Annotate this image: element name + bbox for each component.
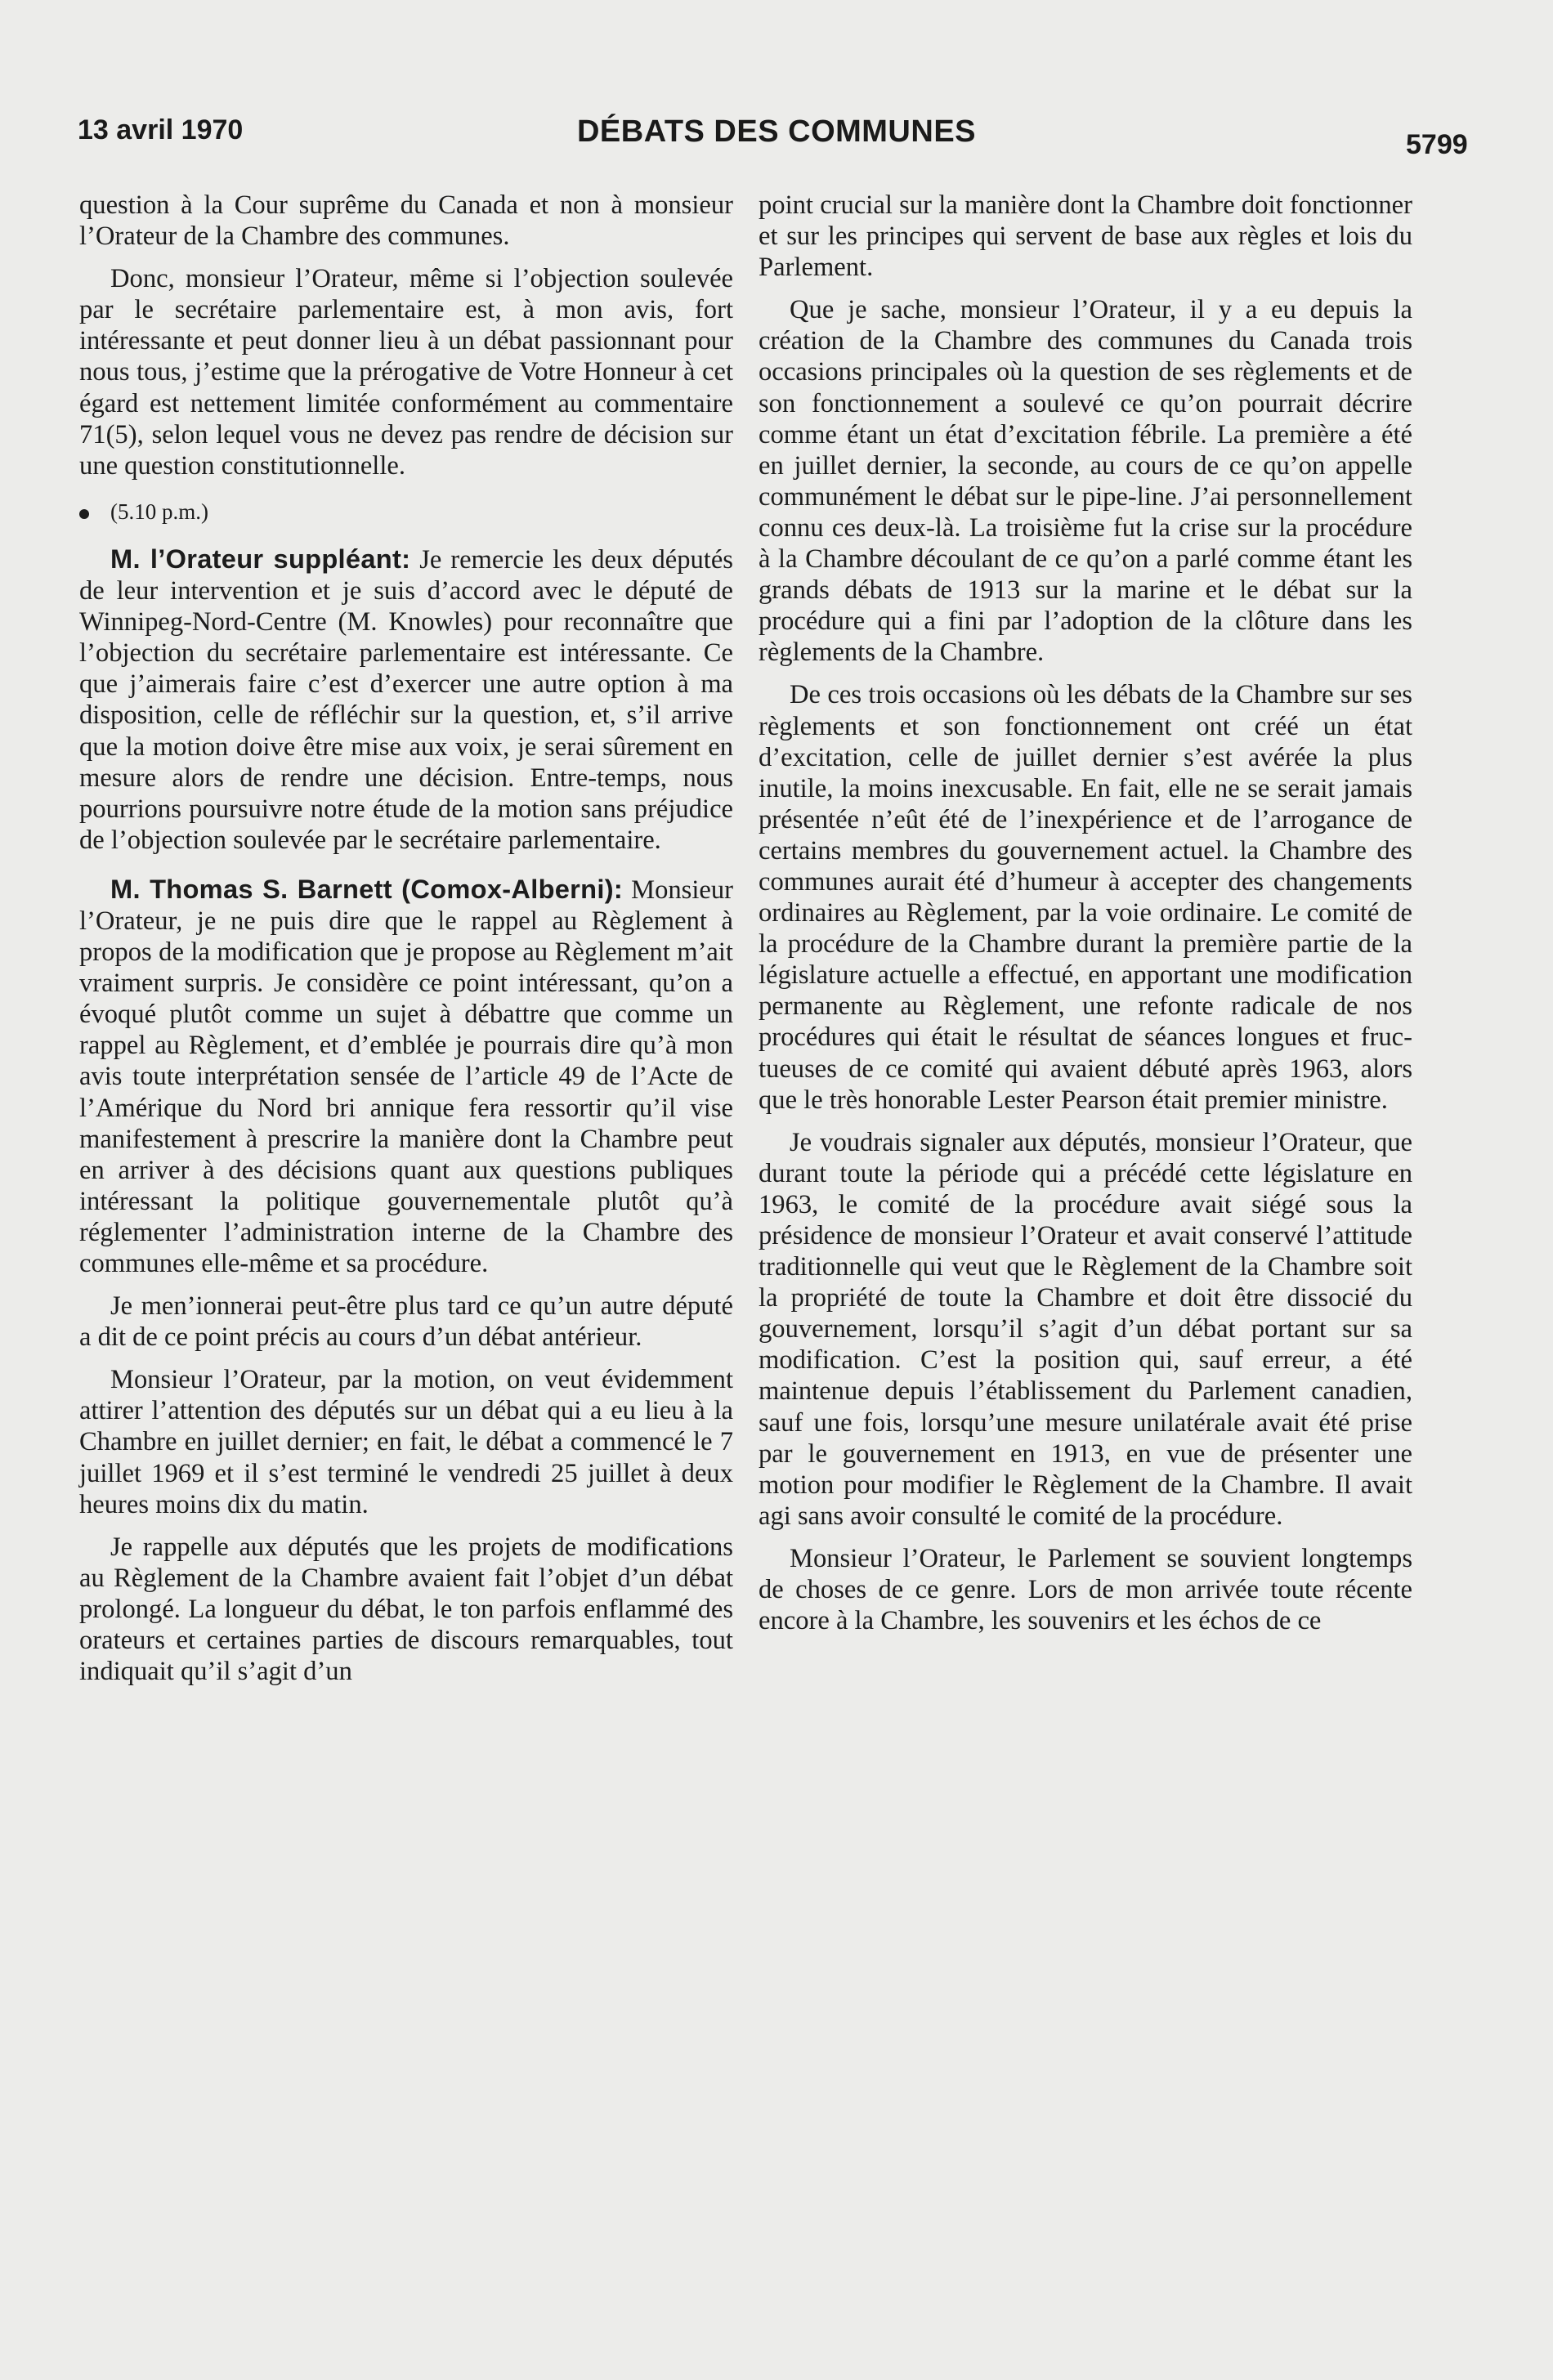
paragraph: Je voudrais signaler aux députés, monsieur l’Orateur, que durant toute la période qui a précédé cette législature en 1963, le comité de la procédure avait siégé sous la présidence de monsieur l’Orateur et avait conservé l’attitude traditionnelle qui veut que le Règlement de la Chambre soit la propriété de toute la Chambre et doit être dissocié du gouvernement, lorsqu’il s’agit d’un débat portant sur sa modification. C’est la position qui, sauf erreur, a été maintenue depuis l’établissement du Parlement canadien, sauf une fois, lorsqu’une mesure unilatérale avait été prise par le gouvernement en 1913, en vue de présenter une motion pour modifier le Règlement de la Chambre. Il avait agi sans avoir consulté le comité de la procédure. (759, 1127, 1412, 1531)
speech-text: Monsieur l’Orateur, je ne puis dire que le rappel au Règlement à propos de la modification que je propose au Règlement m’ait vraiment surpris. Je considère ce point intéressant, qu’on a évoqué plutôt comme un sujet à débattre que comme un rappel au Règlement, et d’emblée je pourrais dire qu’à mon avis toute interprétation sensée de l’article 49 de l’Acte de l’Amérique du Nord bri annique fera ressortir qu’il vise manifestement à prescrire la manière dont la Chambre peut en arriver à des décisions quant aux questions publiques intéressant la politique gouvernementale plutôt qu’à réglementer l’administration interne de la Chambre des communes elle-même et sa procédure. (79, 875, 733, 1278)
paragraph: point crucial sur la manière dont la Chambre doit fonctionner et sur les principes qui servent de base aux règles et lois du Parlement. (759, 190, 1412, 283)
page-number: 5799 (1406, 129, 1468, 160)
speech-paragraph (79, 874, 733, 1279)
speaker-name: M. Thomas S. Barnett (Comox-Alberni): (110, 873, 624, 904)
speech-paragraph (79, 544, 733, 856)
page-title: DÉBATS DES COMMUNES (576, 114, 977, 149)
paragraph: Je rappelle aux députés que les projets de modifications au Règlement de la Chambre avaient fait l’objet d’un débat prolongé. La longueur du débat, le ton parfois enflammé des orateurs et certaines parties de discours remarquables, tout indiquait qu’il s’agit d’un (79, 1532, 733, 1687)
time-marker-text: (5.10 p.m.) (110, 499, 208, 524)
page-date: 13 avril 1970 (78, 114, 244, 145)
time-marker (79, 496, 733, 527)
paragraph: De ces trois occasions où les débats de la Chambre sur ses règlements et son fonctionnement ont créé un état d’excitation, celle de juillet dernier s’est avérée la plus inutile, la moins inexcusable. En fait, elle ne se serait jamais présentée n’eût été de l’inexpérience et de l’arrogance de certains membres du gouvernement actuel. la Chambre des communes aurait été d’humeur à accepter des changements ordinaires au Règlement, par la voie ordinaire. Le comité de la procédure de la Chambre durant la première partie de la législature actuelle a effectué, en apportant une modification permanente au Règlement, une refonte radicale de nos procédures qui était le résultat de séances longues et fructueuses de ce comité qui avaient débuté après 1963, alors que le très honorable Lester Pearson était premier ministre. (759, 680, 1412, 1115)
paragraph: Monsieur l’Orateur, le Parlement se souvient longtemps de choses de ce genre. Lors de mon arrivée toute récente encore à la Chambre, les souvenirs et les échos de ce (759, 1543, 1412, 1636)
paragraph: Donc, monsieur l’Orateur, même si l’objection soulevée par le secrétaire parlementaire est, à mon avis, fort intéressante et peut donner lieu à un débat passionnant pour nous tous, j’estime que la prérogative de Votre Honneur à cet égard est nettement limitée conformément au commentaire 71(5), selon lequel vous ne devez pas rendre de décision sur une question constitutionnelle. (79, 264, 733, 481)
bullet-icon (79, 509, 89, 519)
right-column (759, 190, 1412, 1648)
left-column (79, 190, 733, 1698)
paragraph: question à la Cour suprême du Canada et non à monsieur l’Orateur de la Chambre des communes. (79, 190, 733, 252)
paragraph: Je men’ionnerai peut-être plus tard ce qu’un autre député a dit de ce point précis au cours d’un débat antérieur. (79, 1291, 733, 1353)
speech-text: Je remercie les deux députés de leur intervention et je suis d’accord avec le député de Winnipeg-Nord-Centre (M. Knowles) pour reconnaître que l’objection du secrétaire parlementaire est intéressante. Ce que j’aimerais faire c’est d’exercer une autre option à ma disposition, celle de réfléchir sur la question, et, s’il arrive que la motion doive être mise aux voix, je serai sûrement en mesure alors de rendre une décision. Entre-temps, nous pourrions poursuivre notre étude de la motion sans préjudice de l’objection soulevée par le secrétaire parlementaire. (79, 544, 733, 855)
paragraph: Monsieur l’Orateur, par la motion, on veut évidemment attirer l’attention des députés sur un débat qui a eu lieu à la Chambre en juillet dernier; en fait, le débat a commencé le 7 juillet 1969 et il s’est terminé le vendredi 25 juillet à deux heures moins dix du matin. (79, 1365, 733, 1519)
speaker-name: M. l’Orateur suppléant: (110, 543, 411, 574)
paragraph: Que je sache, monsieur l’Orateur, il y a eu depuis la création de la Chambre des communes du Canada trois occasions principales où la question de ses règlements et de son fonctionnement a soulevé ce qu’on pourrait décrire comme étant un état d’excitation fébrile. La première a été en juillet dernier, la seconde, au cours de ce qu’on appelle communément le débat sur le pipe-line. J’ai personnellement connu ces deux-là. La troisième fut la crise sur la procédure à la Chambre découlant de ce qu’on a parlé comme étant les grands débats de 1913 sur la marine et le débat sur la procédure qui a fini par l’adoption de la clôture dans les règlements de la Chambre. (759, 295, 1412, 668)
